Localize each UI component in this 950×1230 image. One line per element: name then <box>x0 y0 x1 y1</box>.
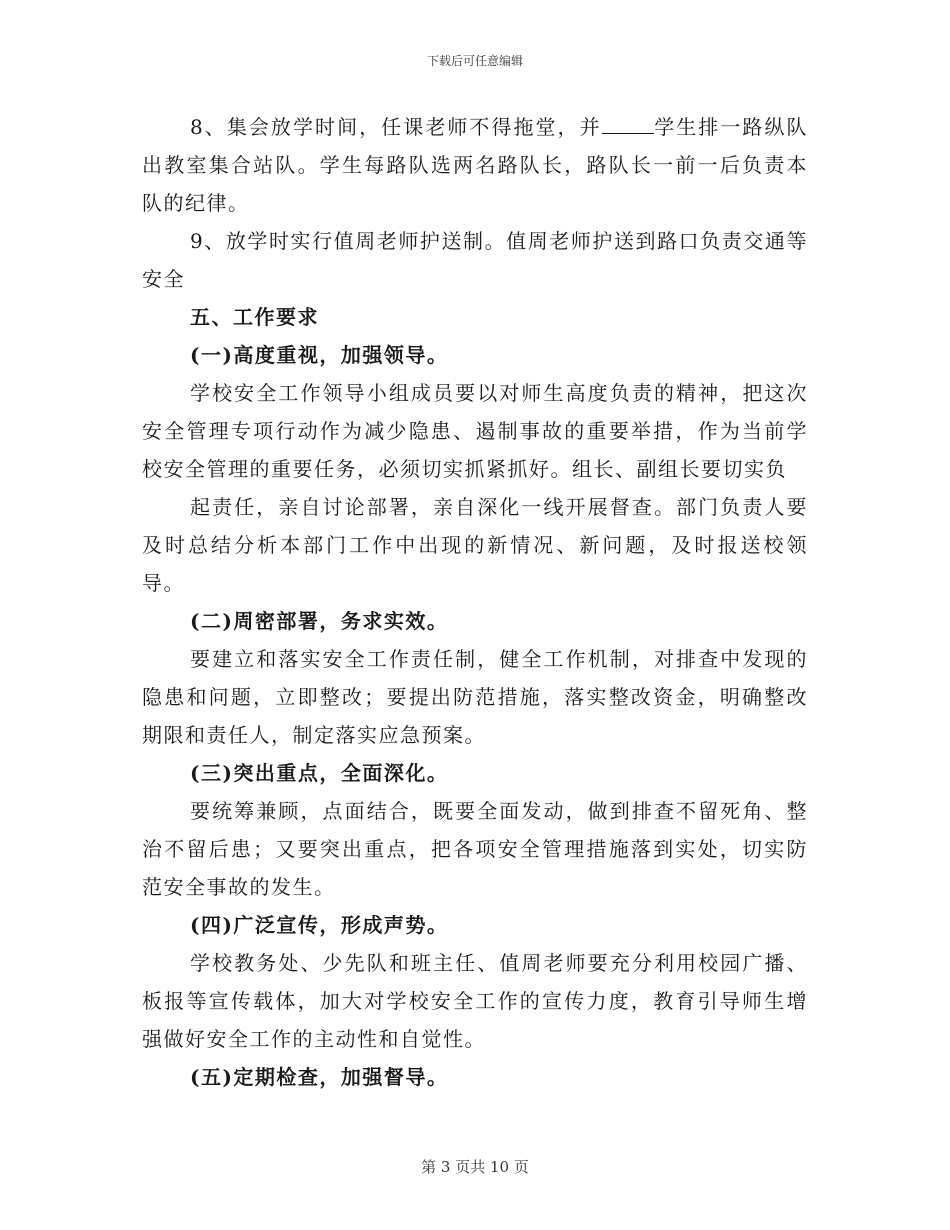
subsection-3-title: (三)突出重点，全面深化。 <box>190 761 449 785</box>
subsection-1-title: (一)高度重视，加强领导。 <box>190 343 449 367</box>
subsection-2-paragraph: 要建立和落实安全工作责任制，健全工作机制，对排查中发现的隐患和问题，立即整改；要提出防范措施，落实整改资金，明确整改期限和责任人，制定落实应急预案。 <box>142 647 808 747</box>
document-body <box>142 108 808 1096</box>
subsection-5-title: (五)定期检查，加强督导。 <box>190 1065 449 1089</box>
subsection-1-paragraph-2: 起责任，亲自讨论部署，亲自深化一线开展督查。部门负责人要及时总结分析本部门工作中出现的新情况、新问题，及时报送校领导。 <box>142 495 808 595</box>
item-8-text-before: 8、集会放学时间，任课老师不得拖堂，并 <box>190 115 602 139</box>
item-9: 9、放学时实行值周老师护送制。值周老师护送到路口负责交通等安全 <box>142 229 808 291</box>
subsection-3-paragraph: 要统筹兼顾，点面结合，既要全面发动，做到排查不留死角、整治不留后患；又要突出重点，把各项安全管理措施落到实处，切实防范安全事故的发生。 <box>142 799 808 899</box>
item-8-text-after: 学生排一路纵队出教室集合站队。学生每路队选两名路队长，路队长一前一后负责本队的纪律。 <box>142 115 808 215</box>
subsection-2-title: (二)周密部署，务求实效。 <box>190 609 449 633</box>
fill-in-blank <box>602 117 654 134</box>
page-header-note: 下载后可任意编辑 <box>426 54 523 68</box>
page-number-footer: 第 3 页共 10 页 <box>421 1158 529 1176</box>
subsection-4-paragraph: 学校教务处、少先队和班主任、值周老师要充分利用校园广播、板报等宣传载体，加大对学校安全工作的宣传力度，教育引导师生增强做好安全工作的主动性和自觉性。 <box>142 951 808 1051</box>
subsection-1-paragraph-1: 学校安全工作领导小组成员要以对师生高度负责的精神，把这次安全管理专项行动作为减少隐患、遏制事故的重要举措，作为当前学校安全管理的重要任务，必须切实抓紧抓好。组长、副组长要切实负 <box>142 381 808 481</box>
section-title: 五、工作要求 <box>190 305 319 329</box>
subsection-4-title: (四)广泛宣传，形成声势。 <box>190 913 449 937</box>
item-8 <box>142 108 808 222</box>
